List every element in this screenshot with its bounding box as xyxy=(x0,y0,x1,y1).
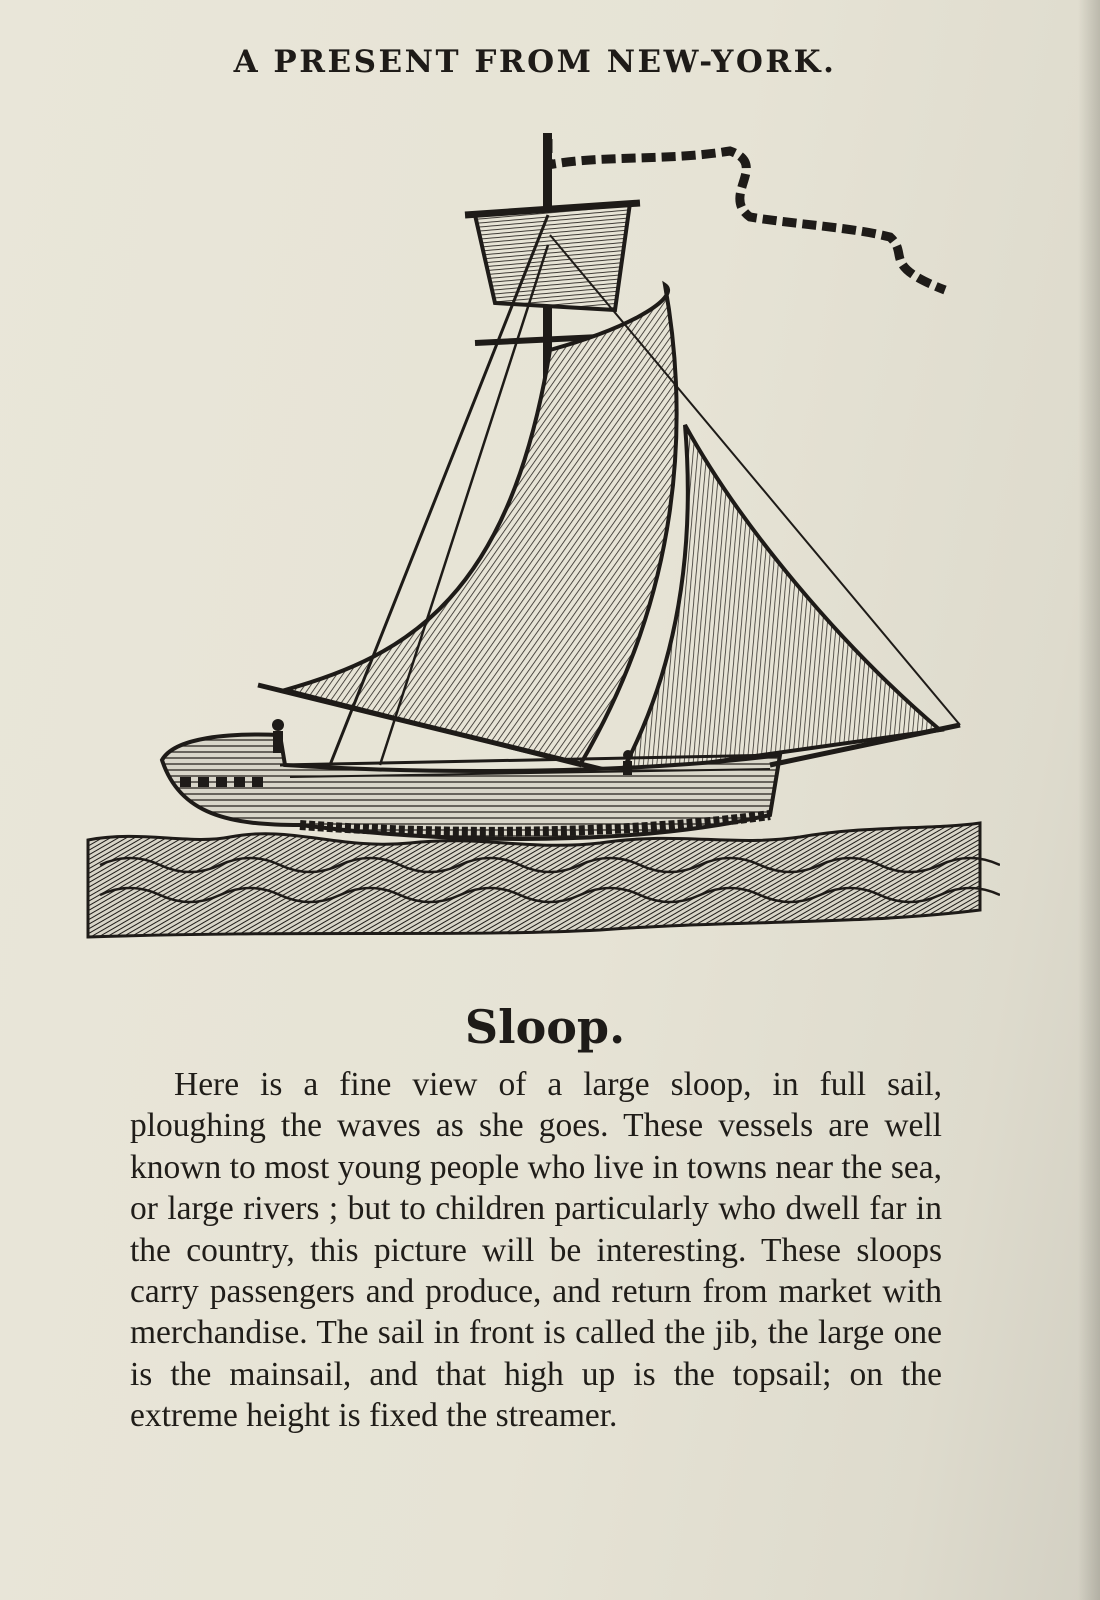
section-title: Sloop. xyxy=(464,1000,626,1054)
running-head: A PRESENT FROM NEW-YORK. xyxy=(233,44,837,80)
sloop-engraving-icon xyxy=(80,125,1000,965)
body-paragraph: Here is a fine view of a large sloop, in full sail, ploughing the waves as she goes. These vessels are well known to most young people who live in towns near the sea, or large rivers ; but to children particularly who dwell far in the country, this picture will be interesting. These sloops carry passengers and produce, and return from market with merchandise. The sail in front is called the jib, the large one is the mainsail, and that high up is the topsail; on the extreme height is fixed the streamer. xyxy=(130,1066,942,1435)
